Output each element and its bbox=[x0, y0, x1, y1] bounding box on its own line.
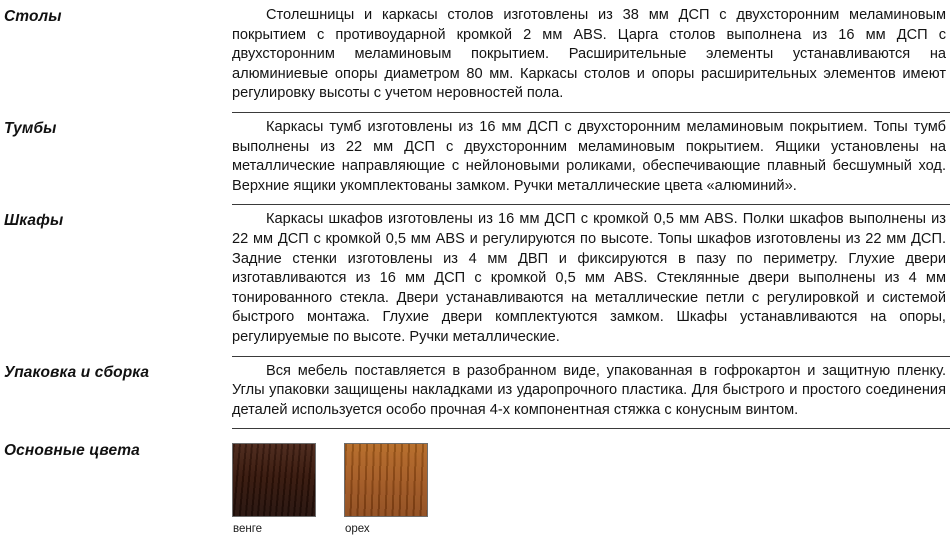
spec-row-packaging bbox=[0, 356, 950, 429]
section-label-cabinets: Шкафы bbox=[4, 212, 64, 230]
row-label-cell bbox=[0, 428, 232, 460]
color-swatch-item[interactable] bbox=[344, 443, 428, 535]
row-label-cell bbox=[0, 0, 232, 26]
row-body-inner bbox=[232, 428, 950, 535]
row-body-cell bbox=[232, 356, 950, 429]
section-label-pedestals: Тумбы bbox=[4, 119, 57, 137]
section-text-tables: Столешницы и каркасы столов изготовлены из 38 мм ДСП с двухсторонним меламиновым покрытием с противоударной кромкой 2 мм ABS. Царга столов выполнена из 16 мм ДСП с двухсторонним меламиновым покрытием. Расширительные элементы устанавливаются на алюминиевые опоры диаметром 80 мм. Каркасы столов и опоры расширительных элементов имеют регулировку высоты с учетом неровностей пола. bbox=[232, 7, 946, 102]
section-text-cabinets: Каркасы шкафов изготовлены из 16 мм ДСП с кромкой 0,5 мм ABS. Полки шкафов выполнены из 22 мм ДСП с кромкой 0,5 мм ABS и регулируются по высоте. Топы шкафов изготовлены из 22 мм ДСП. Задние стенки изготовлены из 4 мм ДВП и фиксируются в пазу по периметру. Глухие двери изготавливаются из 16 мм ДСП с кромкой 0,5 мм ABS. Стеклянные двери выполнены из 4 мм тонированного стекла. Двери устанавливаются на металлические петли с регулировкой и системой быстрого монтажа. Глухие двери комплектуются замком. Шкафы устанавливаются на опоры, регулируемые по высоте. Ручки металлические. bbox=[232, 211, 946, 345]
color-swatch-item[interactable] bbox=[232, 443, 316, 535]
section-text-pedestals: Каркасы тумб изготовлены из 16 мм ДСП с двухсторонним меламиновым покрытием. Топы тумб выполнены из 22 мм ДСП с двухсторонним меламиновым покрытием. Ящики установлены на металлические направляющие с нейлоновыми роликами, обеспечивающие плавный бесшумный ход. Верхние ящики укомплектованы замком. Ручки металлические цвета «алюминий». bbox=[232, 118, 946, 194]
section-label-tables: Столы bbox=[4, 8, 62, 25]
row-label-cell bbox=[0, 356, 232, 382]
row-label-cell bbox=[0, 204, 232, 230]
row-label-cell bbox=[0, 112, 232, 138]
section-label-packaging: Упаковка и сборка bbox=[4, 363, 150, 381]
section-label-colors: Основные цвета bbox=[4, 442, 140, 460]
row-body-cell bbox=[232, 0, 950, 112]
color-caption-wenge: венге bbox=[233, 523, 263, 536]
spec-row-tables bbox=[0, 0, 950, 112]
row-body-inner bbox=[232, 112, 950, 204]
spec-row-pedestals bbox=[0, 112, 950, 204]
row-body-inner bbox=[232, 0, 950, 112]
row-body-cell bbox=[232, 428, 950, 535]
color-swatch-oreh[interactable] bbox=[344, 443, 428, 517]
row-body-cell bbox=[232, 204, 950, 355]
spec-row-colors bbox=[0, 428, 950, 535]
color-swatch-wenge[interactable] bbox=[232, 443, 316, 517]
spec-row-cabinets bbox=[0, 204, 950, 355]
section-text-packaging: Вся мебель поставляется в разобранном виде, упакованная в гофрокартон и защитную пленку. Углы упаковки защищены накладками из ударопрочного пластика. Для быстрого и простого соединения деталей используется особо прочная 4-х компонентная стяжка с конусным винтом. bbox=[232, 362, 946, 418]
color-swatch-list bbox=[232, 443, 946, 535]
row-body-cell bbox=[232, 112, 950, 204]
row-body-inner bbox=[232, 356, 950, 429]
row-body-inner bbox=[232, 204, 950, 355]
color-caption-oreh: орех bbox=[345, 523, 370, 536]
